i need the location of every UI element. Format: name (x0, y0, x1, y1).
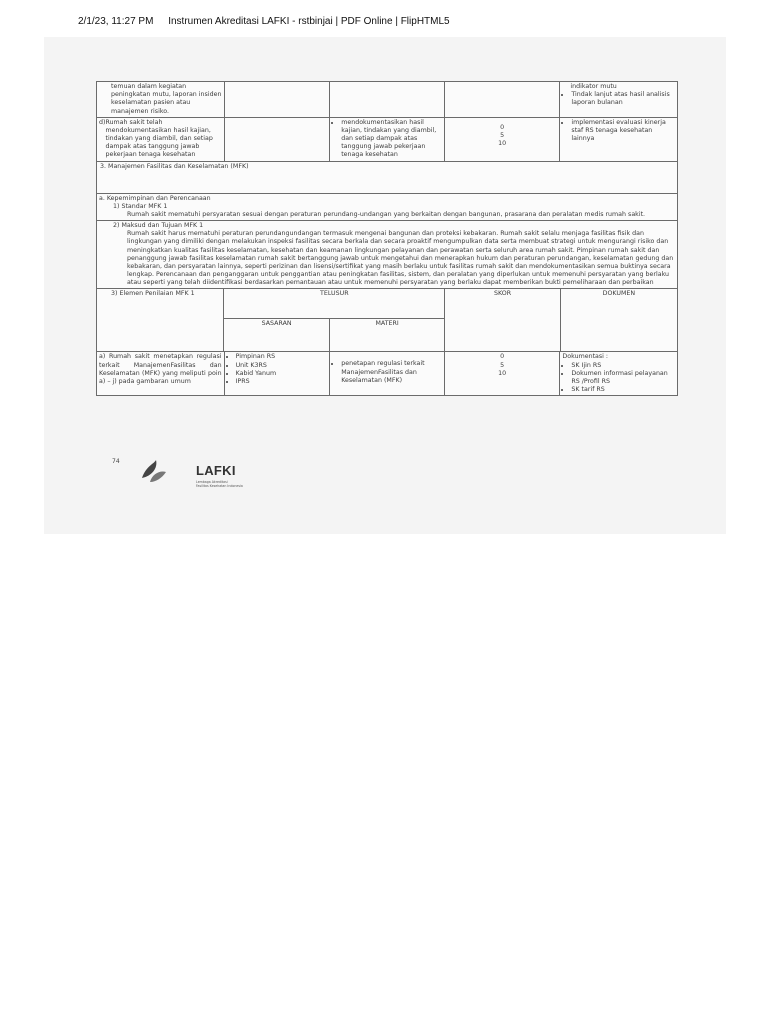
table-cell (445, 82, 561, 117)
dokumen-header: DOKUMEN (602, 290, 636, 298)
sasaran-item: • Kabid Yanum (236, 370, 328, 378)
lafki-logo (138, 456, 243, 488)
sasaran-item: • Pimpinan RS (236, 353, 328, 361)
table-cell (97, 82, 225, 117)
table-cell (225, 352, 331, 395)
dokumen-item: • SK Ijin RS (571, 362, 675, 370)
last-row-materi: • penetapan regulasi terkait ManajemenFasilitas dan Keselamatan (MFK) (341, 360, 442, 385)
maksud-title: 2) Maksud dan Tujuan MFK 1 (113, 222, 204, 230)
section-row (96, 194, 678, 222)
table-row (96, 352, 678, 396)
logo-text: LAFKI (196, 463, 236, 478)
page-footer (112, 456, 312, 496)
score-10: 10 (498, 369, 507, 377)
section-row (96, 162, 678, 194)
table-cell (560, 82, 677, 117)
row1-criterion: temuan dalam kegiatan peningkatan mutu, laporan insiden keselamatan pasien atau manajemen risiko. (111, 83, 222, 115)
score-0: 0 (500, 123, 505, 131)
table-cell (445, 118, 561, 161)
table-cell (445, 352, 561, 395)
table-row (96, 118, 678, 162)
telusur-subheader (224, 318, 444, 351)
lafki-leaf-icon (138, 456, 168, 486)
table-cell (97, 352, 225, 395)
row2-materi: • mendokumentasikan hasil kajian, tindakan yang diambil, dan setiap dampak atas tanggung jawab pekerjaan tenaga kesehatan (341, 119, 442, 160)
table-row (96, 81, 678, 118)
print-title: Instrumen Akreditasi LAFKI - rstbinjai | PDF Online | FlipHTML5 (168, 16, 450, 27)
elemen-header: 3) Elemen Penilaian MFK 1 (111, 290, 195, 298)
row2-criterion: Rumah sakit telah mendokumentasikan hasil kajian, tindakan yang diambil, dan setiap dampak atas tanggung jawab pekerjaan tenaga kesehatan (105, 118, 213, 159)
row1-doc-a: indikator mutu (570, 83, 617, 90)
maksud-text: Rumah sakit harus mematuhi peraturan perundangundangan termasuk mengenai bangunan dan proteksi kebakaran. Rumah sakit selalu menjaga fasilitas fisik dan lingkungan yang dimiliki dengan melakukan inspeksi fasilitas secara berkala dan secara proaktif mengumpulkan data serta membuat strategi untuk mengurangi risiko dan meningkatkan kualitas fasilitas keselamatan, kesehatan dan keamanan lingkungan pelayanan dan perawatan serta seluruh area rumah sakit. Pimpinan rumah sakit dan penanggung jawab fasilitas keselamatan rumah sakit bertanggung jawab untuk mengetahui dan menerapkan hukum dan peraturan perundangan, keselamatan gedung dan kebakaran, dan persyaratan lainnya, seperti perizinan dan lisensi/sertifikat yang masih berlaku untuk fasilitas rumah sakit dan mendokumentasikan semua buktinya secara lengkap. Perencanaan dan penganggaran untuk penggantian atau peningkatan fasilitas, sistem, dan peralatan yang diperlukan untuk memenuhi persyaratan yang berlaku atau seperti yang telah diidentifikasi berdasarkan pemantauan atau untuk memenuhi persyaratan yang berlaku dapat memberikan bukti pemeliharaan dan perbaikan (127, 230, 674, 287)
last-row-criterion: a) Rumah sakit menetapkan regulasi terkait ManajemenFasilitas dan Keselamatan (MFK) yang meliputi poin a) – j) pada gambaran umum (99, 353, 222, 385)
sasaran-item: • Unit K3RS (236, 362, 328, 370)
score-10: 10 (498, 140, 507, 148)
sasaran-header: SASARAN (224, 319, 330, 351)
standar-text: Rumah sakit mematuhi persyaratan sesuai dengan peraturan perundang-undangan yang berkaitan dengan bangunan, prasarana dan peralatan medis rumah sakit. (127, 210, 646, 218)
dokumen-item: • Dokumen informasi pelayanan RS /Profil RS (571, 370, 675, 386)
subsection-heading: a. Kepemimpinan dan Perencanaan (99, 194, 211, 202)
sasaran-item: • IPRS (236, 378, 328, 386)
section-heading: 3. Manajemen Fasilitas dan Keselamatan (MFK) (100, 162, 249, 170)
table-cell (225, 118, 331, 161)
print-header (78, 16, 450, 27)
table-cell (97, 118, 225, 161)
telusur-header: TELUSUR (320, 290, 349, 298)
score-5: 5 (500, 131, 505, 139)
dok-title: Dokumentasi : (562, 353, 609, 361)
table-cell (225, 82, 331, 117)
row2-label: d) (99, 118, 106, 126)
table-cell (560, 118, 677, 161)
row2-dokumen: • implementasi evaluasi kinerja staf RS tenaga kesehatan lainnya (571, 119, 675, 144)
page-number: 74 (112, 458, 120, 465)
row1-doc-b: • Tindak lanjut atas hasil analisis laporan bulanan (571, 91, 675, 107)
table-cell (560, 352, 677, 395)
standar-title: 1) Standar MFK 1 (113, 202, 168, 210)
document-table (96, 81, 678, 396)
table-cell (330, 82, 445, 117)
section-row (96, 221, 678, 289)
logo-subtitle: Lembaga Akreditasi (196, 480, 228, 484)
dokumen-item: • SK tarif RS (571, 386, 675, 394)
telusur-group (224, 289, 445, 351)
score-5: 5 (500, 361, 505, 369)
logo-subtitle: Fasilitas Kesehatan Indonesia (196, 484, 243, 488)
table-cell (330, 352, 445, 395)
print-datetime: 2/1/23, 11:27 PM (78, 16, 154, 27)
table-header-row (96, 289, 678, 352)
materi-header: MATERI (375, 320, 399, 328)
table-header-cell (97, 289, 224, 351)
score-0: 0 (500, 353, 505, 361)
table-cell (330, 118, 445, 161)
skor-header: SKOR (445, 289, 560, 351)
